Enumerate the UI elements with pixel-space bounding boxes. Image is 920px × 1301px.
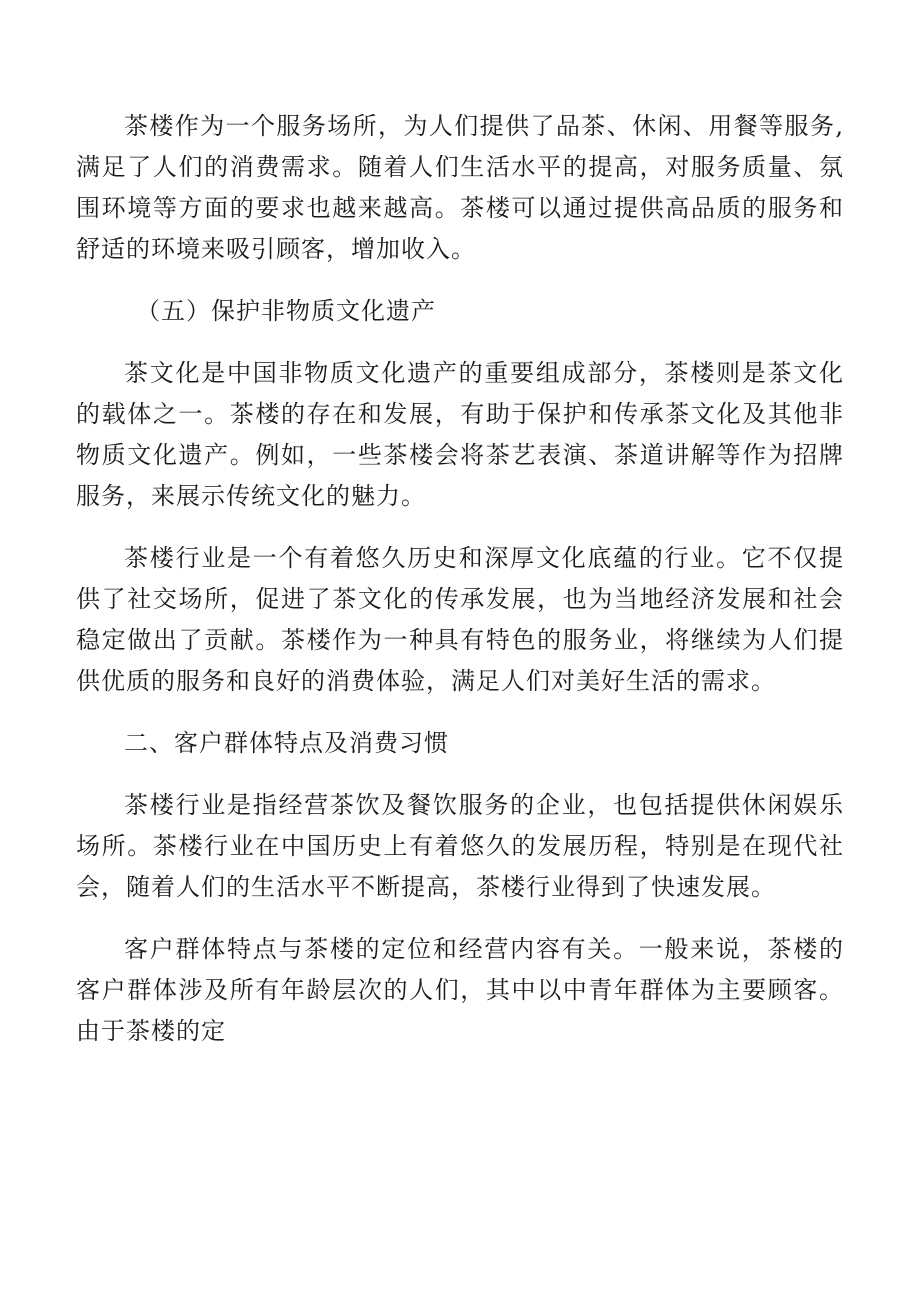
section-heading-heritage: （五）保护非物质文化遗产	[136, 297, 436, 325]
paragraph-service-place: 茶楼作为一个服务场所，为人们提供了品茶、休闲、用餐等服务,满足了人们的消费需求。随着人们生活水平的提高，对服务质量、氛围环境等方面的要求也越来越高。茶楼可以通过提供高品质的服务和舒适的环境来吸引顾客，增加收入。	[76, 112, 844, 263]
paragraph-tea-culture: 茶文化是中国非物质文化遗产的重要组成部分，茶楼则是茶文化的载体之一。茶楼的存在和发展，有助于保护和传承茶文化及其他非物质文化遗产。例如，一些茶楼会将茶艺表演、茶道讲解等作为招牌服务，来展示传统文化的魅力。	[76, 359, 844, 510]
paragraph-industry-definition: 茶楼行业是指经营茶饮及餐饮服务的企业，也包括提供休闲娱乐场所。茶楼行业在中国历史上有着悠久的发展历程，特别是在现代社会，随着人们的生活水平不断提高，茶楼行业得到了快速发展。	[76, 791, 844, 901]
paragraph-industry-summary: 茶楼行业是一个有着悠久历史和深厚文化底蕴的行业。它不仅提供了社交场所，促进了茶文化的传承发展，也为当地经济发展和社会稳定做出了贡献。茶楼作为一种具有特色的服务业，将继续为人们提供优质的服务和良好的消费体验，满足人们对美好生活的需求。	[76, 544, 844, 695]
paragraph-customer-groups: 客户群体特点与茶楼的定位和经营内容有关。一般来说，茶楼的客户群体涉及所有年龄层次的人们，其中以中青年群体为主要顾客。由于茶楼的定	[76, 935, 844, 1045]
section-heading-customers: 二、客户群体特点及消费习惯	[124, 729, 449, 757]
